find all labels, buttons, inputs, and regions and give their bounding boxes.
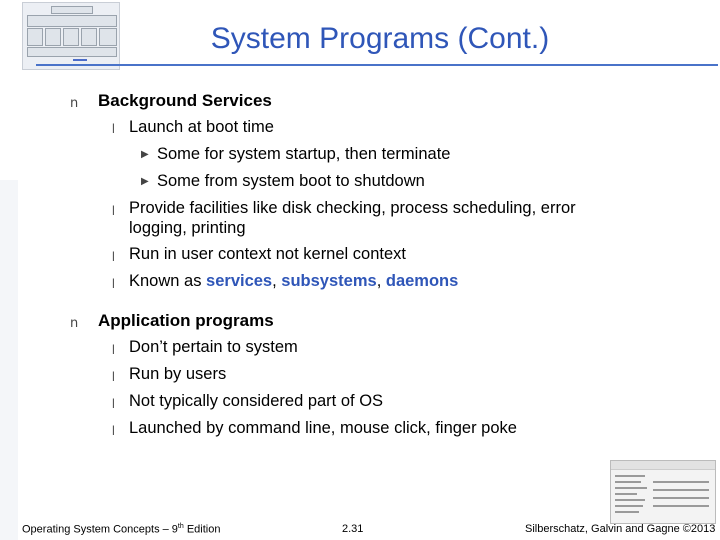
known-as-prefix: Known as	[129, 272, 207, 290]
arrow-bullet-icon: ▶	[141, 176, 149, 187]
section-bullet-2: n	[70, 316, 79, 331]
term-daemons: daemons	[385, 272, 459, 290]
list-item: Don’t pertain to system	[129, 338, 298, 356]
footer-book-title	[22, 523, 220, 536]
term-subsystems: subsystems	[281, 272, 377, 290]
item-bullet: l	[112, 369, 115, 384]
item-bullet: l	[112, 342, 115, 357]
title-underline	[36, 64, 718, 66]
item-bullet: l	[112, 396, 115, 411]
footer-book-prefix: Operating System Concepts – 9	[22, 523, 178, 536]
list-item: Launch at boot time	[129, 118, 274, 136]
separator: ,	[376, 272, 386, 290]
sub-list-item: Some from system boot to shutdown	[157, 172, 425, 190]
os-structure-diagram-thumbnail	[22, 2, 120, 70]
footer-book-suffix: Edition	[183, 523, 221, 536]
list-item-continuation: logging, printing	[129, 219, 246, 237]
sub-list-item: Some for system startup, then terminate	[157, 145, 451, 163]
list-item: Not typically considered part of OS	[129, 392, 384, 410]
footer-authors: Silberschatz, Galvin and Gagne ©2013	[525, 523, 716, 535]
section-heading-application-programs: Application programs	[98, 311, 274, 330]
arrow-bullet-icon: ▶	[141, 149, 149, 160]
section-bullet-1: n	[70, 96, 79, 111]
list-item: Provide facilities like disk checking, process scheduling, error	[129, 199, 576, 217]
item-bullet: l	[112, 203, 115, 218]
list-item: Run in user context not kernel context	[129, 245, 406, 263]
left-sidebar-strip	[0, 180, 18, 540]
item-bullet: l	[112, 423, 115, 438]
item-bullet: l	[112, 121, 115, 136]
list-item: Launched by command line, mouse click, finger poke	[129, 419, 517, 437]
term-services: services	[206, 272, 273, 290]
item-bullet: l	[112, 276, 115, 291]
section-heading-background-services: Background Services	[98, 91, 272, 110]
separator: ,	[272, 272, 282, 290]
list-item-known-as	[129, 272, 458, 291]
footer-page-number: 2.31	[342, 523, 364, 535]
process-monitor-screenshot-thumbnail	[610, 460, 716, 524]
list-item: Run by users	[129, 365, 227, 383]
slide-title: System Programs (Cont.)	[210, 22, 550, 55]
item-bullet: l	[112, 249, 115, 264]
footer-book-sup: th	[177, 523, 184, 530]
